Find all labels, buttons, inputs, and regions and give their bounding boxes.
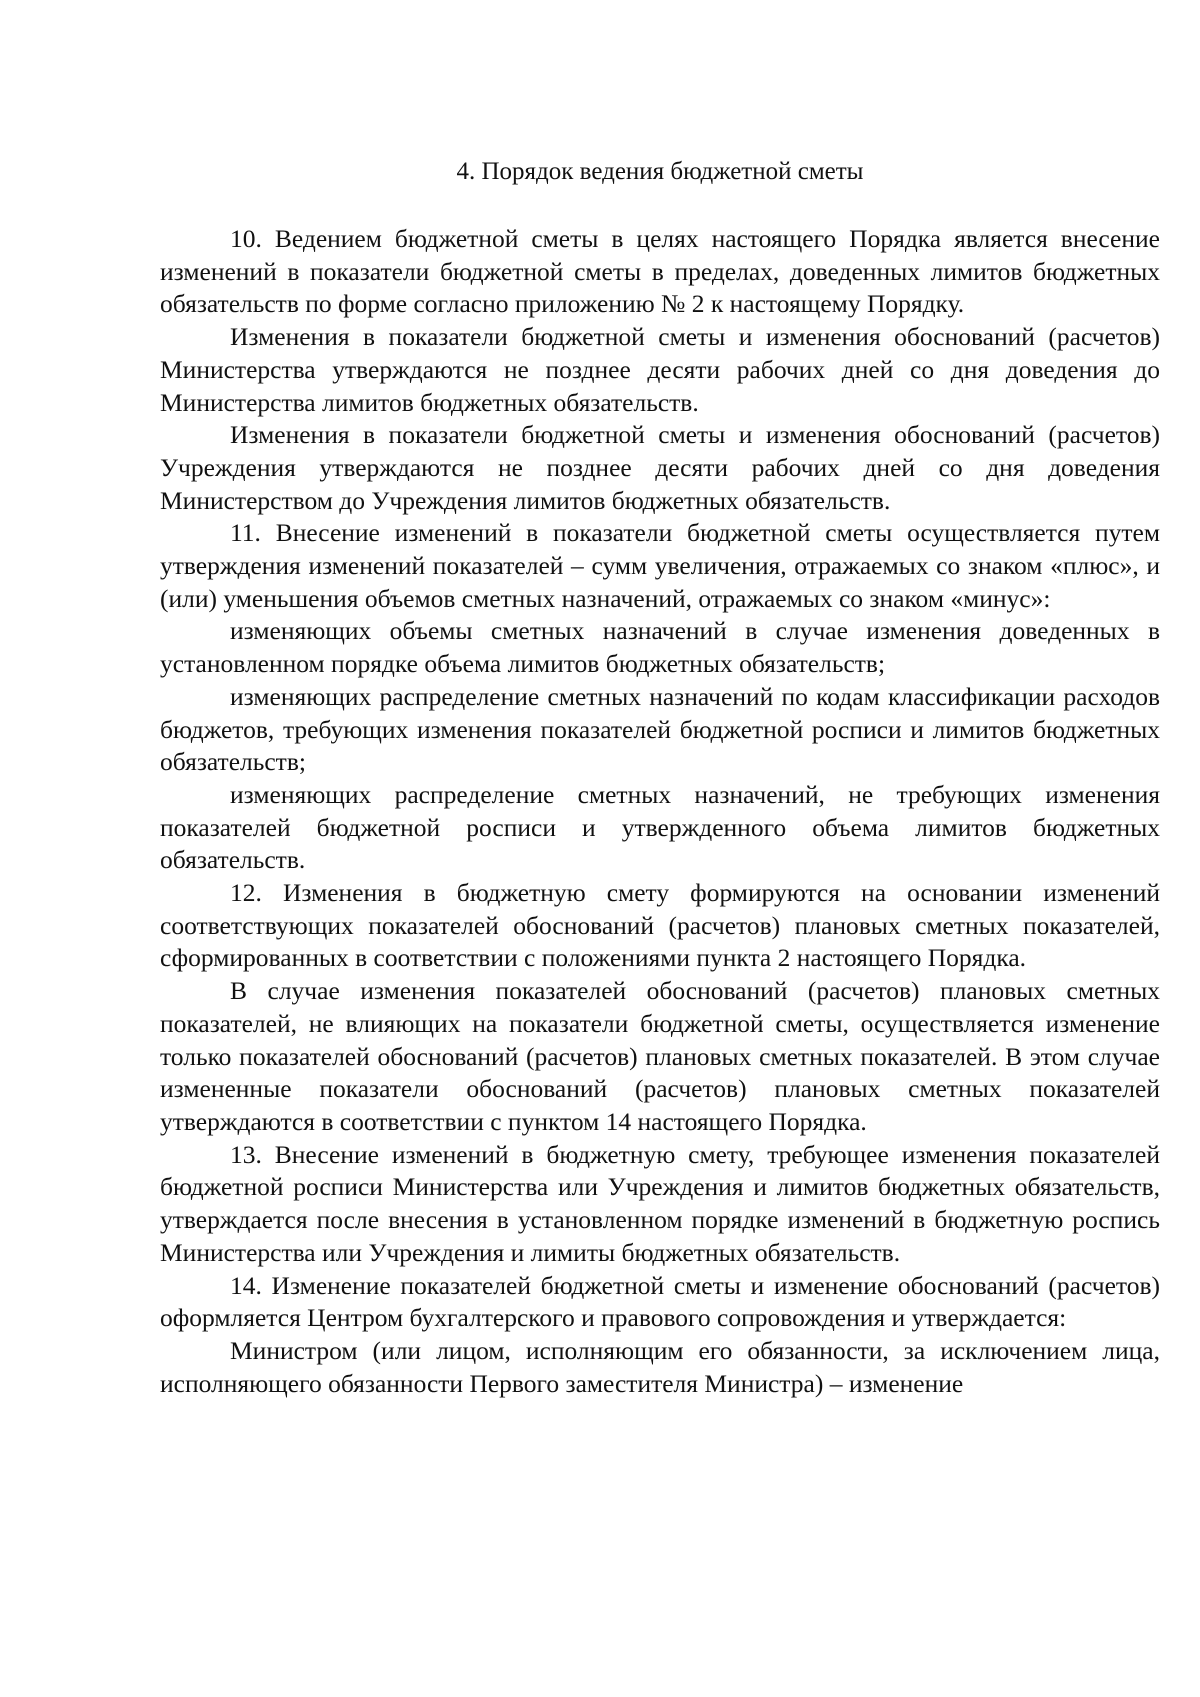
section-heading: 4. Порядок ведения бюджетной сметы — [456, 158, 864, 185]
paragraph-ministry-changes: Изменения в показатели бюджетной сметы и изменения обоснований (расчетов) Министерства утверждаются не позднее десяти рабочих дней со дня доведения до Министерства лимитов бюджетных обязательств. — [160, 322, 1160, 417]
list-item-volume-changes: изменяющих объемы сметных назначений в случае изменения доведенных в установленном порядке объема лимитов бюджетных обязательств; — [160, 616, 1160, 679]
document-body — [160, 223, 1160, 1400]
paragraph-minister: Министром (или лицом, исполняющим его обязанности, за исключением лица, исполняющего обязанности Первого заместителя Министра) – изменение — [160, 1335, 1160, 1398]
paragraph-10: 10. Ведением бюджетной сметы в целях настоящего Порядка является внесение изменений в показатели бюджетной сметы в пределах, доведенных лимитов бюджетных обязательств по форме согласно приложению № 2 к настоящему Порядку. — [160, 224, 1160, 319]
paragraph-institution-changes: Изменения в показатели бюджетной сметы и изменения обоснований (расчетов) Учреждения утверждаются не позднее десяти рабочих дней со дня доведения Министерством до Учреждения лимитов бюджетных обязательств. — [160, 420, 1160, 515]
paragraph-12-case: В случае изменения показателей обоснований (расчетов) плановых сметных показателей, не влияющих на показатели бюджетной сметы, осуществляется изменение только показателей обоснований (расчетов) плановых сметных показателей. В этом случае измененные показатели обоснований (расчетов) плановых сметных показателей утверждаются в соответствии с пунктом 14 настоящего Порядка. — [160, 976, 1160, 1136]
paragraph-11: 11. Внесение изменений в показатели бюджетной сметы осуществляется путем утверждения изменений показателей – сумм увеличения, отражаемых со знаком «плюс», и (или) уменьшения объемов сметных назначений, отражаемых со знаком «минус»: — [160, 518, 1160, 613]
paragraph-12: 12. Изменения в бюджетную смету формируются на основании изменений соответствующих показателей обоснований (расчетов) плановых сметных показателей, сформированных в соответствии с положениями пункта 2 настоящего Порядка. — [160, 878, 1160, 973]
list-item-distribution-not-requiring-changes: изменяющих распределение сметных назначений, не требующих изменения показателей бюджетной росписи и утвержденного объема лимитов бюджетных обязательств. — [160, 779, 1160, 875]
paragraph-13: 13. Внесение изменений в бюджетную смету, требующее изменения показателей бюджетной росписи Министерства или Учреждения и лимитов бюджетных обязательств, утверждается после внесения в установленном порядке изменений в бюджетную роспись Министерства или Учреждения и лимиты бюджетных обязательств. — [160, 1139, 1160, 1267]
list-item-distribution-requiring-changes: изменяющих распределение сметных назначений по кодам классификации расходов бюджетов, требующих изменения показателей бюджетной росписи и лимитов бюджетных обязательств; — [160, 681, 1160, 777]
paragraph-14: 14. Изменение показателей бюджетной сметы и изменение обоснований (расчетов) оформляется Центром бухгалтерского и правового сопровождения и утверждается: — [160, 1270, 1160, 1333]
